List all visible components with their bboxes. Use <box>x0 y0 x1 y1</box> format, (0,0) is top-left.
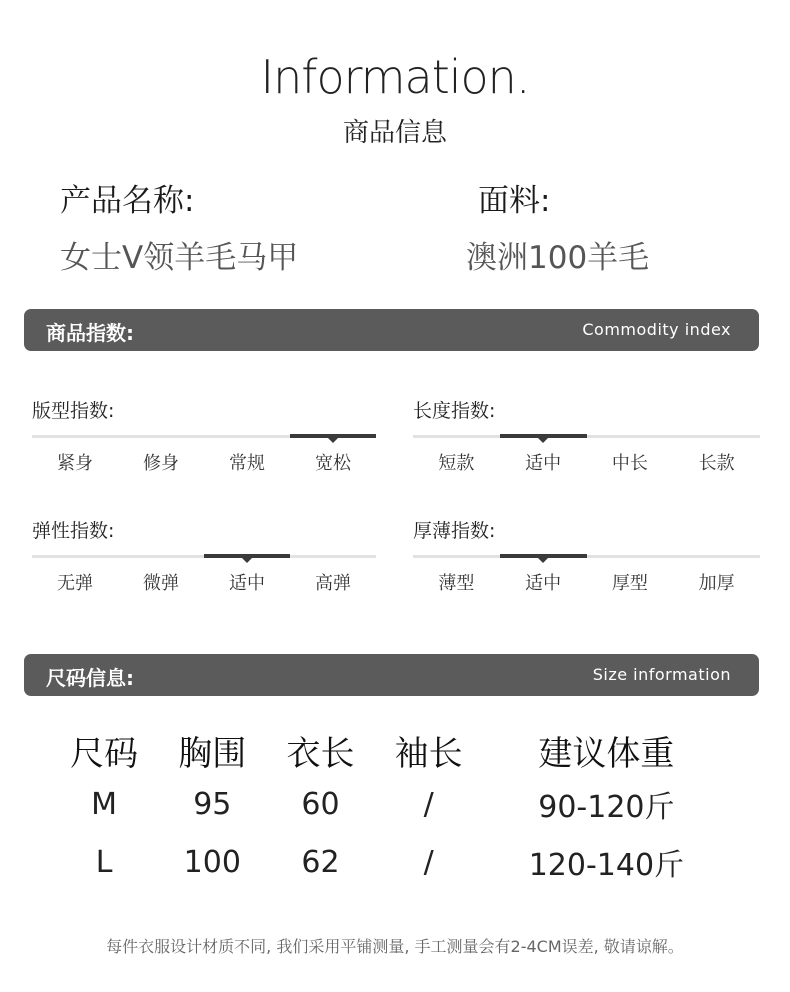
table-header-row <box>50 726 730 775</box>
table-header-cell: 衣长 <box>286 734 355 774</box>
table-cell: 60 <box>301 786 340 822</box>
fit-index-scale <box>32 435 376 495</box>
table-cell: 95 <box>193 786 232 822</box>
product-name-label: 产品名称: <box>60 183 195 219</box>
table-cell: 100 <box>183 844 241 880</box>
scale-option: 高弹 <box>315 573 351 594</box>
scale-pointer-icon <box>328 438 338 443</box>
scale-pointer-icon <box>538 558 548 563</box>
table-cell: M <box>91 786 118 822</box>
title-chinese: 商品信息 <box>342 118 447 148</box>
scale-option: 厚型 <box>611 573 648 594</box>
title-english: Information. <box>260 50 530 104</box>
size-table <box>50 726 730 891</box>
scale-option: 短款 <box>438 453 475 474</box>
table-cell: 90-120斤 <box>538 790 675 825</box>
scale-option: 适中 <box>229 573 265 594</box>
table-row <box>50 833 730 891</box>
fabric-value: 澳洲100羊毛 <box>466 240 650 276</box>
fabric-label: 面料: <box>478 183 551 219</box>
scale-option: 无弹 <box>57 573 93 594</box>
scale-option: 紧身 <box>57 453 93 474</box>
elasticity-index-title: 弹性指数: <box>32 520 115 542</box>
thickness-index-scale <box>413 555 760 615</box>
product-name-value: 女士V领羊毛马甲 <box>60 240 299 276</box>
commodity-index-label-en: Commodity index <box>582 320 731 339</box>
table-header-cell: 尺码 <box>70 734 139 774</box>
table-row <box>50 775 730 833</box>
scale-track <box>413 555 760 558</box>
length-index-title: 长度指数: <box>413 400 496 422</box>
elasticity-index-scale <box>32 555 376 615</box>
scale-option: 薄型 <box>438 573 475 594</box>
scale-pointer-icon <box>538 438 548 443</box>
table-cell: / <box>423 844 434 880</box>
size-info-label-cn: 尺码信息: <box>46 666 134 690</box>
size-info-label-en: Size information <box>592 665 731 684</box>
scale-option: 微弹 <box>143 573 179 594</box>
scale-option: 常规 <box>229 453 265 474</box>
table-cell: 120-140斤 <box>528 848 685 883</box>
commodity-index-label-cn: 商品指数: <box>46 321 134 345</box>
scale-track <box>413 435 760 438</box>
scale-option: 适中 <box>525 453 562 474</box>
scale-option: 长款 <box>698 453 735 474</box>
length-index-scale <box>413 435 760 495</box>
table-cell: / <box>423 786 434 822</box>
commodity-index-band <box>24 309 759 351</box>
table-header-cell: 胸围 <box>178 734 247 774</box>
scale-option: 宽松 <box>315 453 351 474</box>
table-cell: L <box>95 844 113 880</box>
size-info-band <box>24 654 759 696</box>
scale-option: 加厚 <box>698 573 735 594</box>
table-header-cell: 袖长 <box>394 734 463 774</box>
table-header-cell: 建议体重 <box>538 734 675 774</box>
fit-index-title: 版型指数: <box>32 400 115 422</box>
scale-option: 适中 <box>525 573 562 594</box>
scale-option: 修身 <box>143 453 179 474</box>
measurement-note: 每件衣服设计材质不同, 我们采用平铺测量, 手工测量会有2-4CM误差, 敬请谅解。 <box>106 937 684 956</box>
thickness-index-title: 厚薄指数: <box>413 520 496 542</box>
table-cell: 62 <box>301 844 340 880</box>
scale-pointer-icon <box>242 558 252 563</box>
scale-option: 中长 <box>611 453 648 474</box>
